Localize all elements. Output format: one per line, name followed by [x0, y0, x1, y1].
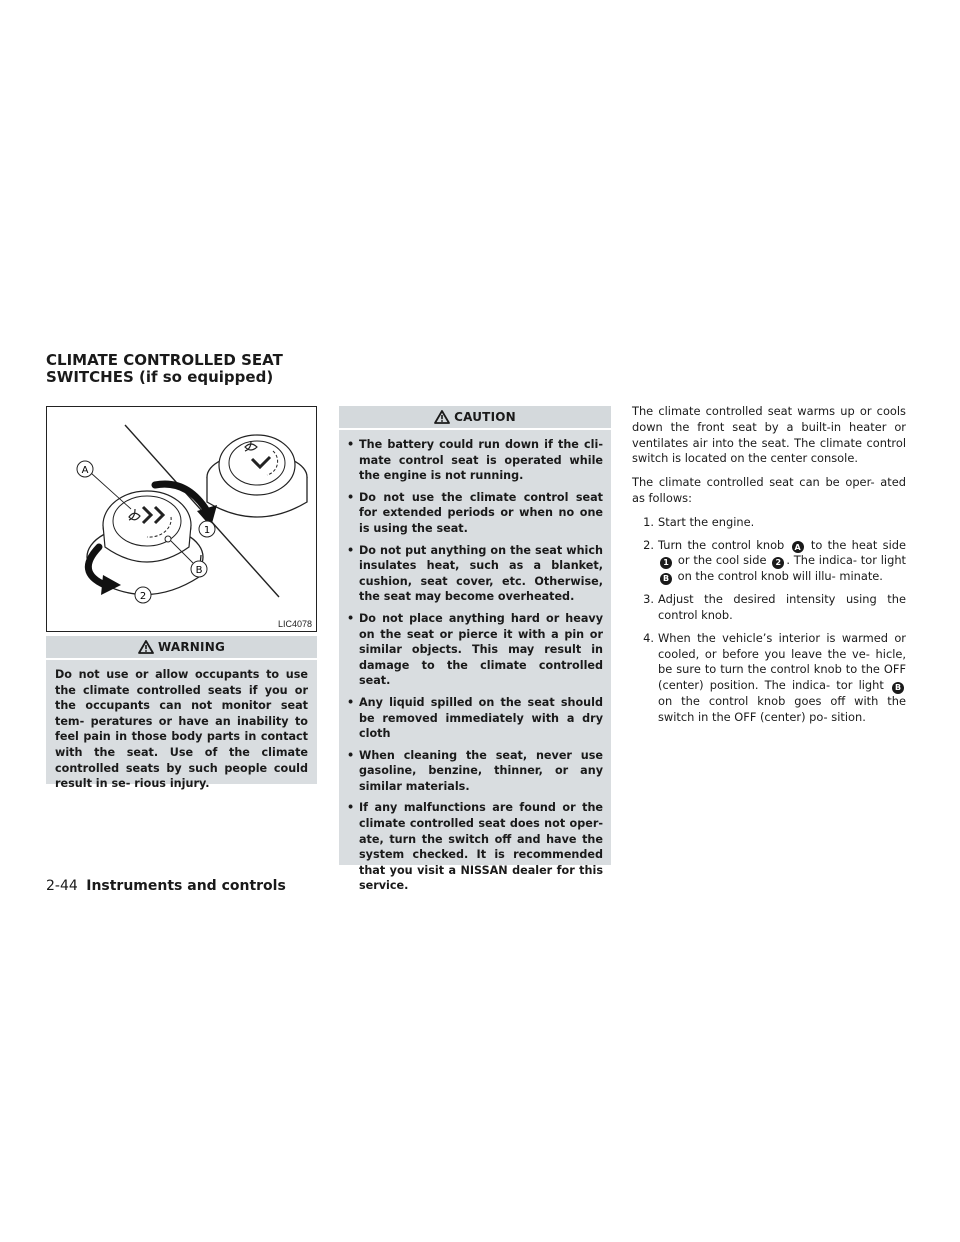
caution-item: • Do not place anything hard or heavy on the seat or pierce it with a pin or similar objects. This may result in damage to the climate controlled seat.	[347, 611, 603, 689]
step-text-part: on the control knob goes off with the switch in the OFF (center) po- sition.	[658, 694, 906, 724]
callout-1: 1	[203, 525, 211, 536]
step-number: 1.	[643, 514, 654, 529]
step-1	[632, 515, 906, 531]
operation-intro: The climate controlled seat can be oper- ated as follows:	[632, 475, 906, 505]
callout-1-badge: 1	[660, 557, 672, 569]
passenger-knob-icon	[207, 435, 307, 517]
warning-box	[46, 636, 317, 791]
caution-item: • Do not use the climate control seat for extended periods or when no one is using the seat.	[347, 490, 603, 537]
chapter-title: Instruments and controls	[86, 878, 286, 894]
instructions-column	[632, 404, 906, 733]
step-text	[658, 631, 906, 726]
callout-b-badge: B	[660, 573, 672, 585]
caution-item: • When cleaning the seat, never use gasoline, benzine, thinner, or any similar materials.	[347, 748, 603, 795]
caution-item: • Any liquid spilled on the seat should be removed immediately with a dry cloth	[347, 695, 603, 742]
caution-box	[339, 406, 611, 893]
caution-item: • If any malfunctions are found or the climate controlled seat does not oper- ate, turn the switch off and have the system checked. It is recommended that you visit a NISSAN dealer for this service.	[347, 800, 603, 894]
step-3	[632, 592, 906, 624]
caution-item: • The battery could run down if the cli- mate control seat is operated while the engine is not running.	[347, 437, 603, 484]
caution-triangle-icon	[434, 410, 450, 424]
step-text: Start the engine.	[658, 514, 755, 529]
step-4	[632, 631, 906, 726]
step-number: 4.	[643, 630, 654, 645]
callout-b: B	[195, 565, 203, 576]
seat-switch-drawing	[47, 407, 316, 631]
step-text-part: to the heat side	[810, 537, 906, 552]
page-footer	[46, 878, 286, 894]
step-2	[632, 538, 906, 586]
figure-code: LIC4078	[277, 619, 312, 629]
section-title-line-1: CLIMATE CONTROLLED SEAT	[46, 351, 283, 369]
caution-heading: CAUTION	[454, 410, 516, 424]
callout-2-badge: 2	[772, 557, 784, 569]
warning-header	[46, 636, 317, 660]
intro-paragraph: The climate controlled seat warms up or cools down the front seat by a built-in heater or ventilates air into the seat. The climate control switch is located on the center console.	[632, 404, 906, 466]
seat-switch-illustration	[46, 406, 317, 632]
step-text-part: on the control knob will illu- minate.	[677, 569, 883, 584]
section-title-line-2: SWITCHES (if so equipped)	[46, 368, 274, 386]
callout-a: A	[81, 465, 89, 476]
steps-list	[632, 515, 906, 726]
step-text-part: When the vehicle’s interior is warmed or cooled, or before you leave the ve- hicle, be sure to turn the control knob to the OFF (center) position. The indica- tor light	[658, 630, 906, 693]
step-number: 2.	[643, 537, 654, 552]
warning-triangle-icon	[138, 640, 154, 654]
caution-list	[339, 430, 611, 894]
callout-a-badge: A	[792, 541, 804, 553]
step-text	[658, 538, 906, 586]
caution-header	[339, 406, 611, 430]
step-number: 3.	[643, 592, 654, 607]
warning-text: Do not use or allow occupants to use the climate controlled seats if you or the occupants can not monitor seat tem- peratures or have an inability to feel pain in those body parts in contact with the seat. Use of the climate controlled seats by such people could result in se- rious injury.	[55, 668, 308, 791]
step-text: Adjust the desired intensity using the control knob.	[658, 592, 906, 623]
section-title	[46, 352, 446, 386]
caution-item: • Do not put anything on the seat which insulates heat, such as a blanket, cushion, seat cover, etc. Otherwise, the seat may become overheated.	[347, 543, 603, 605]
page-number: 2-44	[46, 878, 78, 894]
callout-2: 2	[139, 591, 147, 602]
step-text-part: Turn the control knob	[658, 537, 785, 552]
step-text-part: . The indica- tor light	[786, 553, 906, 568]
step-text-part: or the cool side	[677, 553, 767, 568]
callout-b-badge: B	[892, 682, 904, 694]
warning-heading: WARNING	[157, 640, 226, 654]
